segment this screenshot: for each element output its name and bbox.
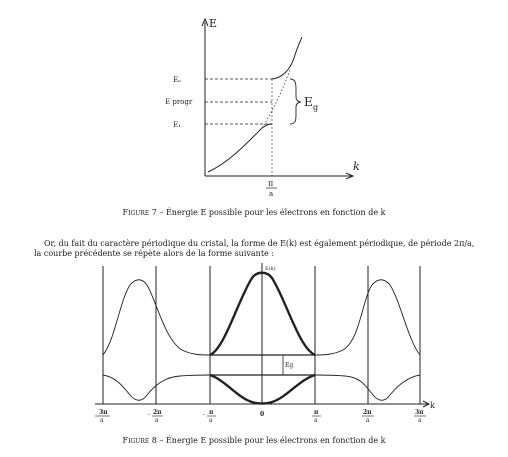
fig8-tick-m3-den: a (100, 417, 104, 424)
fig7-tick-num: π (268, 179, 274, 188)
fig8-y-label: E(k) (265, 266, 276, 272)
fig7-lower-band (208, 124, 272, 172)
figure-8-caption (0, 436, 508, 445)
fig7-upper-band (272, 37, 302, 79)
fig7-x-label: k (353, 160, 360, 173)
fig8-tick-m2-num: 2π (153, 409, 162, 416)
fig7-level-mid-label: E progr (165, 98, 193, 106)
fig8-tick-m3 (95, 409, 110, 424)
figure-7-caption (0, 208, 508, 217)
fig8-tick-m3-num: 3π (99, 409, 108, 416)
fig7-gap-label: E (304, 95, 313, 109)
fig8-tick-m2-sign: - (148, 411, 151, 418)
fig7-tick-den: a (269, 190, 274, 198)
fig8-gap-label: Eg (285, 362, 294, 369)
fig8-tick-labels (95, 409, 426, 424)
fig8-tick-m2-den: a (155, 417, 159, 424)
figure-8-caption-prefix: Figure 8 (122, 436, 157, 445)
fig8-x-label: k (430, 401, 435, 410)
figure-7-caption-text: – Énergie E possible pour les électrons en fonction de k (159, 208, 386, 217)
body-paragraph: Or, du fait du caractère périodique du cristal, la forme de E(k) est également périodique, de période 2π/a, la courbe précédente se répète alors de la forme suivante : (34, 239, 475, 258)
fig8-tick-m1-sign: - (203, 411, 206, 418)
fig7-gap-sub: g (313, 103, 319, 112)
fig8-tick-p1 (312, 409, 321, 424)
fig7-y-label: E (209, 17, 218, 30)
fig8-tick-p3-num: 3π (415, 409, 424, 416)
fig8-tick-0 (260, 411, 264, 418)
fig8-tick-m1-num: π (209, 409, 214, 416)
figure-7-caption-prefix: Figure 7 (122, 208, 157, 217)
fig8-tick-p3 (414, 409, 426, 424)
fig8-tick-p1-den: a (314, 417, 318, 424)
fig8-tick-p1-num: π (314, 409, 319, 416)
fig8-tick-p2-num: 2π (363, 409, 372, 416)
figure-8-caption-text: – Énergie E possible pour les électrons en fonction de k (159, 436, 386, 445)
fig7-level-bottom-label: E₁ (173, 121, 181, 129)
fig7-gap-brace (290, 79, 301, 124)
fig8-tick-p3-den: a (418, 417, 422, 424)
fig8-tick-m1 (203, 409, 216, 424)
fig8-tick-p2 (362, 409, 374, 424)
fig8-tick-p2-den: a (366, 417, 370, 424)
figure-8 (95, 263, 429, 407)
fig8-tick-0-num: 0 (260, 411, 265, 418)
fig7-level-top-label: Eₒ (173, 76, 181, 84)
fig8-tick-m1-den: a (209, 417, 213, 424)
figure-7 (202, 19, 353, 179)
fig8-tick-m2 (148, 409, 163, 424)
